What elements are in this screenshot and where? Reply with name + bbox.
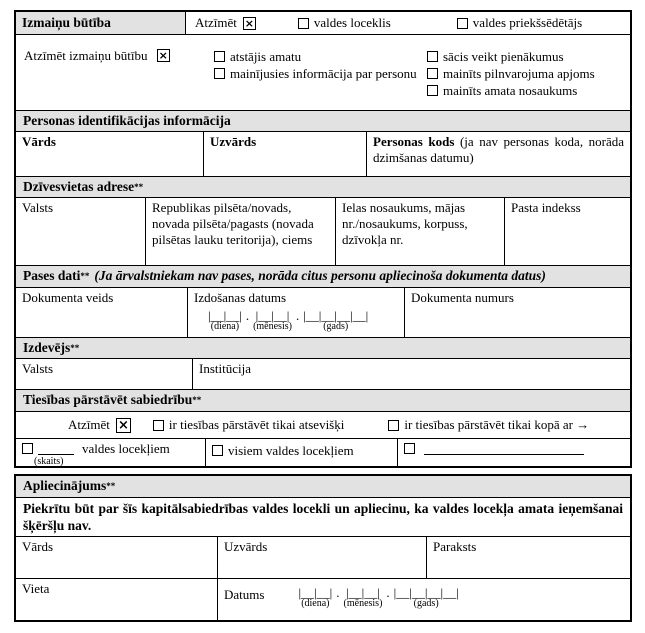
footnote-marker: ** — [106, 481, 116, 491]
month-label: (mēnesis) — [343, 598, 383, 609]
address-fields-row — [16, 198, 630, 266]
date-separator: . — [386, 585, 390, 600]
checkbox-mainits-amata-nosaukums[interactable] — [427, 85, 438, 96]
representation-option-label: ir tiesības pārstāvēt tikai kopā ar → — [404, 417, 590, 432]
place-field[interactable] — [16, 579, 218, 620]
personal-code-field[interactable] — [367, 132, 630, 176]
checkbox-mainits-pilnvarojuma-apjoms[interactable] — [427, 68, 438, 79]
passport-fields-row — [16, 288, 630, 338]
checkbox-parstavet-atseviski[interactable] — [153, 420, 164, 431]
affirmation-table — [14, 474, 632, 622]
board-members-count-field[interactable] — [16, 439, 206, 466]
footnote-marker: ** — [80, 271, 90, 281]
address-city-field[interactable] — [146, 198, 336, 265]
month-boxes[interactable]: |__|__| — [346, 585, 380, 600]
document-number-label: Dokumenta numurs — [411, 290, 514, 305]
signature-label: Paraksts — [433, 539, 477, 554]
passport-section-note: (Ja ārvalstniekam nav pases, norāda citus personu apliecinoša dokumenta datus) — [94, 268, 546, 283]
change-options-left: atstājis amatu mainījusies informācija par personu — [214, 48, 427, 99]
change-nature-prompt: Atzīmēt izmaiņu būtību × — [24, 48, 214, 99]
issue-date-field[interactable] — [188, 288, 405, 337]
change-nature-body-row — [16, 35, 630, 111]
footnote-marker: ** — [192, 395, 202, 405]
footnote-marker: ** — [134, 182, 144, 192]
change-nature-header-row — [16, 12, 630, 35]
checked-checkbox-icon[interactable] — [243, 17, 256, 30]
address-country-label: Valsts — [22, 200, 54, 215]
issuer-section-header — [16, 338, 630, 359]
checkbox-sacis-veikt-pienakumus[interactable] — [427, 51, 438, 62]
date-separator: . — [295, 308, 300, 323]
issuer-institution-field[interactable] — [193, 359, 630, 389]
month-label: (mēnesis) — [253, 321, 292, 332]
affirmation-last-name-field[interactable] — [218, 537, 427, 578]
representation-mark-cell — [16, 417, 630, 433]
first-name-label: Vārds — [22, 134, 56, 149]
day-boxes[interactable]: |__|__| — [298, 585, 333, 600]
address-street-label: Ielas nosaukums, mājas nr./nosaukums, korpuss, dzīvokļa nr. — [342, 200, 468, 247]
role-option-label: valdes loceklis — [313, 15, 391, 30]
personal-code-note: (ja nav personas koda, norāda dzimšanas datumu) — [373, 134, 624, 165]
issue-date-label: Izdošanas datums — [194, 290, 287, 305]
month-boxes[interactable]: |__|__| — [255, 308, 290, 323]
affirmation-section-header — [16, 476, 630, 498]
date-label: Datums — [224, 587, 265, 602]
change-options-right: sācis veikt pienākumus mainīts pilnvarojuma apjoms mainīts amata nosaukums — [427, 48, 630, 99]
checkbox-valdes-priekssedetajs[interactable] — [457, 18, 468, 29]
signature-field[interactable] — [427, 537, 630, 578]
representation-option-label: ir tiesības pārstāvēt tikai atsevišķi — [168, 417, 345, 432]
date-separator: . — [336, 585, 340, 600]
change-nature-title-cell — [16, 12, 186, 34]
role-options-cell — [186, 12, 630, 34]
mark-label: Atzīmēt — [68, 417, 110, 432]
representation-mark-row — [16, 412, 630, 439]
section-title: Pases dati — [23, 268, 81, 283]
year-label: (gads) — [323, 321, 349, 332]
section-title: Izdevējs — [23, 340, 71, 355]
count-hint-label: (skaits) — [34, 456, 64, 466]
document-type-field[interactable] — [16, 288, 188, 337]
date-field[interactable] — [298, 587, 458, 609]
document-type-label: Dokumenta veids — [22, 290, 114, 305]
checkbox-jointly-with[interactable] — [404, 443, 415, 454]
board-members-label: valdes locekļiem — [82, 441, 170, 456]
section-title: Personas identifikācijas informācija — [23, 113, 231, 128]
last-name-field[interactable] — [204, 132, 367, 176]
person-id-fields-row — [16, 132, 630, 177]
first-name-label: Vārds — [22, 539, 54, 554]
jointly-with-blank-line[interactable] — [424, 442, 584, 455]
day-label: (diena) — [210, 321, 240, 332]
address-country-field[interactable] — [16, 198, 146, 265]
checkbox-count-board-members[interactable] — [22, 443, 33, 454]
issuer-fields-row — [16, 359, 630, 390]
person-id-section-header — [16, 111, 630, 132]
issuer-institution-label: Institūcija — [199, 361, 251, 376]
last-name-label: Uzvārds — [210, 134, 257, 149]
affirmation-statement: Piekrītu būt par šīs kapitālsabiedrības valdes locekli un apliecinu, ka valdes locekļa amata ieņemšanai šķēršļu nav. — [23, 501, 623, 533]
representation-detail-row — [16, 439, 630, 466]
mark-label: Atzīmēt — [195, 15, 237, 30]
change-nature-options-cell — [16, 35, 630, 110]
affirmation-first-name-field[interactable] — [16, 537, 218, 578]
address-postal-label: Pasta indekss — [511, 200, 581, 215]
affirmation-statement-row — [16, 498, 630, 537]
representation-section-header — [16, 390, 630, 412]
year-boxes[interactable]: |__|__|__|__| — [303, 308, 369, 323]
checkbox-valdes-loceklis[interactable] — [298, 18, 309, 29]
change-form-table — [14, 10, 632, 468]
count-blank-line[interactable] — [38, 442, 74, 455]
checkbox-mainijusies-informacija[interactable] — [214, 68, 225, 79]
checkbox-atstajis-amatu[interactable] — [214, 51, 225, 62]
section-title: Tiesības pārstāvēt sabiedrību — [23, 392, 193, 407]
jointly-with-field[interactable] — [398, 439, 630, 466]
date-separator: . — [245, 308, 250, 323]
address-postal-field[interactable] — [505, 198, 630, 265]
all-board-members-option[interactable] — [206, 439, 398, 466]
place-date-row — [16, 579, 630, 620]
day-label: (diena) — [301, 598, 330, 609]
year-label: (gads) — [413, 598, 439, 609]
address-city-label: Republikas pilsēta/novads, novada pilsēta/pagasts (novada pilsētas lauku teritorija), ciems — [152, 200, 314, 247]
day-boxes[interactable]: |__|__| — [208, 308, 242, 323]
first-name-field[interactable] — [16, 132, 204, 176]
checkbox-all-board-members[interactable] — [212, 445, 223, 456]
date-field[interactable] — [208, 310, 368, 332]
all-board-members-label: visiem valdes locekļiem — [228, 443, 354, 458]
change-nature-title: Izmaiņu būtība — [22, 15, 111, 30]
document-number-field[interactable] — [405, 288, 630, 337]
issuer-country-field[interactable] — [16, 359, 193, 389]
year-boxes[interactable]: |__|__|__|__| — [393, 585, 459, 600]
section-title: Apliecinājums — [23, 478, 107, 493]
section-title: Dzīvesvietas adrese — [23, 179, 135, 194]
footnote-marker: ** — [70, 343, 80, 353]
checked-checkbox-icon[interactable] — [116, 418, 131, 433]
issuer-country-label: Valsts — [22, 361, 54, 376]
passport-section-header — [16, 266, 630, 288]
role-option-label: valdes priekšsēdētājs — [472, 15, 583, 30]
place-label: Vieta — [22, 581, 50, 596]
personal-code-label: Personas kods — [373, 134, 455, 149]
address-street-field[interactable] — [336, 198, 505, 265]
affirmation-fields-row — [16, 537, 630, 579]
address-section-header — [16, 177, 630, 198]
last-name-label: Uzvārds — [224, 539, 268, 554]
date-field-cell[interactable] — [218, 579, 630, 620]
checkbox-parstavet-kopa-ar[interactable] — [388, 420, 399, 431]
checked-checkbox-icon[interactable] — [157, 49, 170, 62]
